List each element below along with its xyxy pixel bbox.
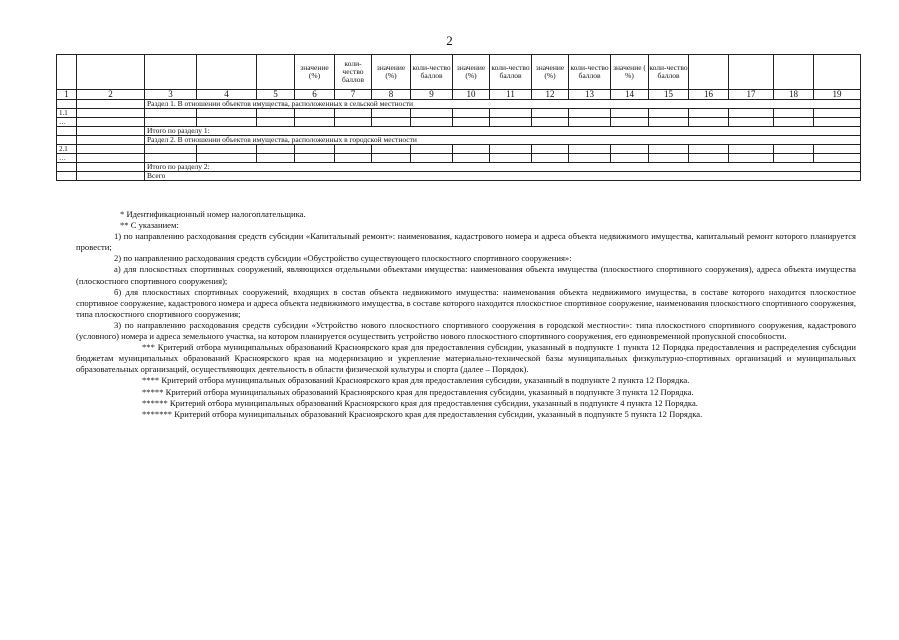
- column-number: 1: [57, 90, 77, 100]
- header-cell: [145, 55, 197, 90]
- footnote: б) для плоскостных спортивных сооружений, входящих в состав объекта недвижимого имущества: наименования объекта недвижимого имущества, в составе которого находится плоскостное спортивное сооружение, кадастрового номера и адреса объекта недвижимого имущества, в составе которого находится плоскостное спортивное сооружение, наименования плоскостного спортивного сооружения, типа плоскостного спортивного сооружения;: [76, 286, 856, 319]
- footnote: * Идентификационный номер налогоплательщика.: [120, 209, 306, 219]
- column-number: 2: [77, 90, 145, 100]
- table-row: [57, 109, 861, 118]
- header-cell: значение (%): [372, 55, 411, 90]
- footnote: 2) по направлению расходования средств субсидии «Обустройство существующего плоскостного спортивного сооружения»:: [114, 253, 572, 264]
- column-number: 11: [490, 90, 532, 100]
- footnote: *** Критерий отбора муниципальных образований Красноярского края для предоставления субсидии, указанный в подпункте 1 пункта 12 Порядка предоставления и распределения субсидии бюджетам муниципальных образований Красноярского края на модернизацию и укрепление материально-технической базы муниципальных физкультурно-спортивных организаций и муниципальных образовательных организаций, осуществляющих деятельность в области физической культуры и спорта (далее – Порядок).: [76, 342, 856, 375]
- column-number: 19: [814, 90, 861, 100]
- section-1-title-row: [57, 100, 861, 109]
- grand-total: Всего: [145, 172, 861, 181]
- header-cell: коли-чество баллов: [649, 55, 689, 90]
- header-cell: коли-чество баллов: [490, 55, 532, 90]
- header-cell: [57, 55, 77, 90]
- footnote: а) для плоскостных спортивных сооружений, являющихся отдельными объектами имущества: наименования объекта имущества (плоскостного спортивного сооружения), адреса объекта имущества (плоскостного спортивного сооружения);: [76, 264, 856, 286]
- section-1-total-row: [57, 127, 861, 136]
- header-cell: [729, 55, 774, 90]
- column-number: 8: [372, 90, 411, 100]
- header-cell: коли-чество баллов: [335, 55, 372, 90]
- footnote: ** С указанием:: [120, 220, 179, 231]
- column-number: 16: [689, 90, 729, 100]
- footnote: ******* Критерий отбора муниципальных образований Красноярского края для предоставления субсидии, указанный в подпункте 5 пункта 12 Порядка.: [142, 408, 703, 419]
- column-number: 4: [197, 90, 257, 100]
- grand-total-row: [57, 172, 861, 181]
- column-number: 17: [729, 90, 774, 100]
- section-1-title: Раздел 1. В отношении объектов имущества, расположенных в сельской местности: [145, 100, 861, 109]
- footnote: 3) по направлению расходования средств субсидии «Устройство нового плоскостного спортивного сооружения в городской местности»: типа плоскостного спортивного сооружения, кадастрового (условного) номера и адреса земельного участка, на котором планируется осуществить устройство нового плоскостного спортивного сооружения, его единовременной пропускной способности.: [76, 319, 856, 342]
- header-cell: [774, 55, 814, 90]
- column-number: 5: [257, 90, 295, 100]
- header-cell: [689, 55, 729, 90]
- row-number: 1.1: [57, 109, 77, 118]
- header-cell: значение ( %): [611, 55, 649, 90]
- column-number: 6: [295, 90, 335, 100]
- row-number: 2.1: [57, 145, 77, 154]
- column-number: 14: [611, 90, 649, 100]
- column-number: 12: [532, 90, 569, 100]
- column-number-row: [57, 90, 861, 100]
- table-row: [57, 118, 861, 127]
- table-row: [57, 154, 861, 163]
- header-cell: коли-чество баллов: [569, 55, 611, 90]
- row-number: …: [57, 154, 77, 163]
- header-cell: [197, 55, 257, 90]
- header-cell: коли-чество баллов: [411, 55, 453, 90]
- column-number: 10: [453, 90, 490, 100]
- column-number: 9: [411, 90, 453, 100]
- header-cell: значение (%): [295, 55, 335, 90]
- section-2-title-row: [57, 136, 861, 145]
- column-number: 15: [649, 90, 689, 100]
- header-cell: [814, 55, 861, 90]
- section-2-title: Раздел 2. В отношении объектов имущества, расположенных в городской местности: [145, 136, 861, 145]
- footnote: 1) по направлению расходования средств субсидии «Капитальный ремонт»: наименования, кадастрового номера и адреса объекта недвижимого имущества, капитальный ремонт которого планируется провести;: [76, 231, 856, 253]
- table-header-row: [57, 55, 861, 90]
- header-cell: [77, 55, 145, 90]
- footnotes: [76, 209, 856, 420]
- footnote: ***** Критерий отбора муниципальных образований Красноярского края для предоставления субсидии, указанный в подпункте 3 пункта 12 Порядка.: [142, 386, 694, 397]
- section-2-total-row: [57, 163, 861, 172]
- column-number: 3: [145, 90, 197, 100]
- column-number: 7: [335, 90, 372, 100]
- column-number: 13: [569, 90, 611, 100]
- section-2-total: Итого по разделу 2:: [145, 163, 861, 172]
- header-cell: значение (%): [532, 55, 569, 90]
- footnote: ****** Критерий отбора муниципальных образований Красноярского края для предоставления субсидии, указанный в подпункте 4 пункта 12 Порядка.: [142, 397, 698, 408]
- row-number: …: [57, 118, 77, 127]
- header-cell: [257, 55, 295, 90]
- header-cell: значение (%): [453, 55, 490, 90]
- criteria-table: [56, 54, 861, 181]
- table-row: [57, 145, 861, 154]
- footnote: **** Критерий отбора муниципальных образований Красноярского края для предоставления субсидии, указанный в подпункте 2 пункта 12 Порядка.: [142, 375, 690, 386]
- column-number: 18: [774, 90, 814, 100]
- section-1-total: Итого по разделу 1:: [145, 127, 861, 136]
- page-number: 2: [446, 33, 453, 48]
